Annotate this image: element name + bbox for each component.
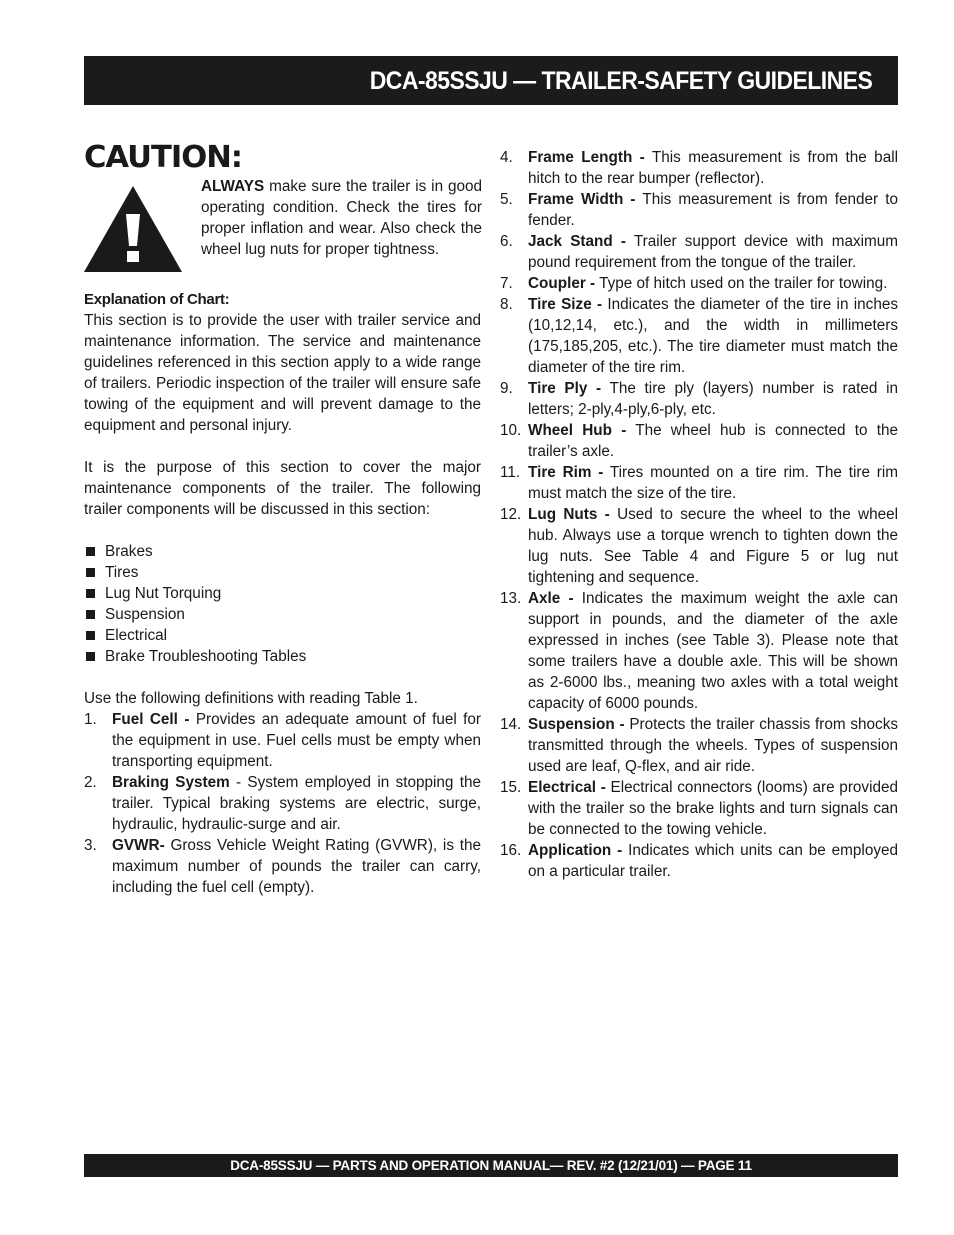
definition-item: 5. Frame Width - This measurement is from fender to fender.	[500, 191, 898, 229]
warning-triangle-icon	[84, 186, 182, 272]
square-bullet-icon	[86, 589, 95, 598]
definition-item: 11. Tire Rim - Tires mounted on a tire rim. The tire rim must match the size of the tire.	[500, 464, 898, 502]
definition-item: 8. Tire Size - Indicates the diameter of the tire in inches (10,12,14, etc.), and the width in millimeters (175,185,205, etc.). The tire diameter must match the diameter of the tire rim.	[500, 296, 898, 376]
definition-item: 9. Tire Ply - The tire ply (layers) number is rated in letters; 2-ply,4-ply,6-ply, etc.	[500, 380, 898, 418]
definition-item: 2. Braking System - System employed in stopping the trailer. Typical braking systems are electric, surge, hydraulic, hydraulic-surge and air.	[84, 774, 481, 833]
definition-item: 12. Lug Nuts - Used to secure the wheel to the wheel hub. Always use a torque wrench to tighten down the lug nuts. See Table 4 and Figure 5 or lug nut tightening and sequence.	[500, 506, 898, 586]
list-item: Electrical	[84, 625, 481, 646]
page-footer: DCA-85SSJU — PARTS AND OPERATION MANUAL— REV. #2 (12/21/01) — PAGE 11	[84, 1154, 898, 1177]
square-bullet-icon	[86, 631, 95, 640]
definition-item: 14. Suspension - Protects the trailer chassis from shocks transmitted through the wheels. Types of suspension used are leaf, Q-flex, and air ride.	[500, 716, 898, 775]
square-bullet-icon	[86, 610, 95, 619]
definition-item: 15. Electrical - Electrical connectors (looms) are provided with the trailer so the brake lights and turn signals can be connected to the towing vehicle.	[500, 779, 898, 838]
page-title: DCA-85SSJU — TRAILER-SAFETY GUIDELINES	[369, 67, 872, 95]
components-list	[84, 541, 481, 667]
square-bullet-icon	[86, 568, 95, 577]
list-item: Brakes	[84, 541, 481, 562]
square-bullet-icon	[86, 652, 95, 661]
caution-body: make sure the trailer is in good operating condition. Check the tires for proper inflation and wear. Also check the wheel lug nuts for proper tightness.	[201, 178, 482, 258]
page-header	[84, 56, 898, 105]
list-item: Brake Troubleshooting Tables	[84, 646, 481, 667]
definition-item: 7. Coupler - Type of hitch used on the trailer for towing.	[500, 275, 888, 292]
left-column	[84, 289, 481, 898]
definition-item: 16. Application - Indicates which units can be employed on a particular trailer.	[500, 842, 898, 880]
list-item: Suspension	[84, 604, 481, 625]
caution-title: CAUTION:	[84, 140, 243, 175]
definition-item: 1. Fuel Cell - Provides an adequate amount of fuel for the equipment in use. Fuel cells must be empty when transporting equipment.	[84, 711, 482, 770]
caution-text	[201, 176, 482, 260]
list-item: Tires	[84, 562, 481, 583]
explanation-paragraph-1: This section is to provide the user with trailer service and maintenance information. The service and maintenance guidelines referenced in this section apply to a wide range of trailers. Periodic inspection of the trailer will ensure safe towing of the equipment and will prevent damage to the equipment and personal injury.	[84, 312, 481, 434]
explanation-heading: Explanation of Chart:	[84, 291, 230, 308]
right-column	[500, 147, 898, 882]
square-bullet-icon	[86, 547, 95, 556]
definition-item: 4. Frame Length - This measurement is from the ball hitch to the rear bumper (reflector).	[500, 149, 898, 187]
definitions-intro: Use the following definitions with reading Table 1.	[84, 690, 418, 707]
definition-item: 6. Jack Stand - Trailer support device with maximum pound requirement from the tongue of the trailer.	[500, 233, 898, 271]
explanation-paragraph-2: It is the purpose of this section to cover the major maintenance components of the trailer. The following trailer components will be discussed in this section:	[84, 459, 481, 518]
definition-item: 13. Axle - Indicates the maximum weight the axle can support in pounds, and the diameter of the axle expressed in inches (see Table 3). Please note that some trailers have a double axle. This will be shown as 2-6000 lbs., meaning two axles with a total weight capacity of 6000 pounds.	[500, 590, 898, 712]
definition-item: 10. Wheel Hub - The wheel hub is connected to the trailer’s axle.	[500, 422, 898, 460]
definition-item: 3. GVWR- Gross Vehicle Weight Rating (GVWR), is the maximum number of pounds the trailer can carry, including the fuel cell (empty).	[84, 837, 481, 896]
caution-lead: ALWAYS	[201, 178, 265, 195]
list-item: Lug Nut Torquing	[84, 583, 481, 604]
